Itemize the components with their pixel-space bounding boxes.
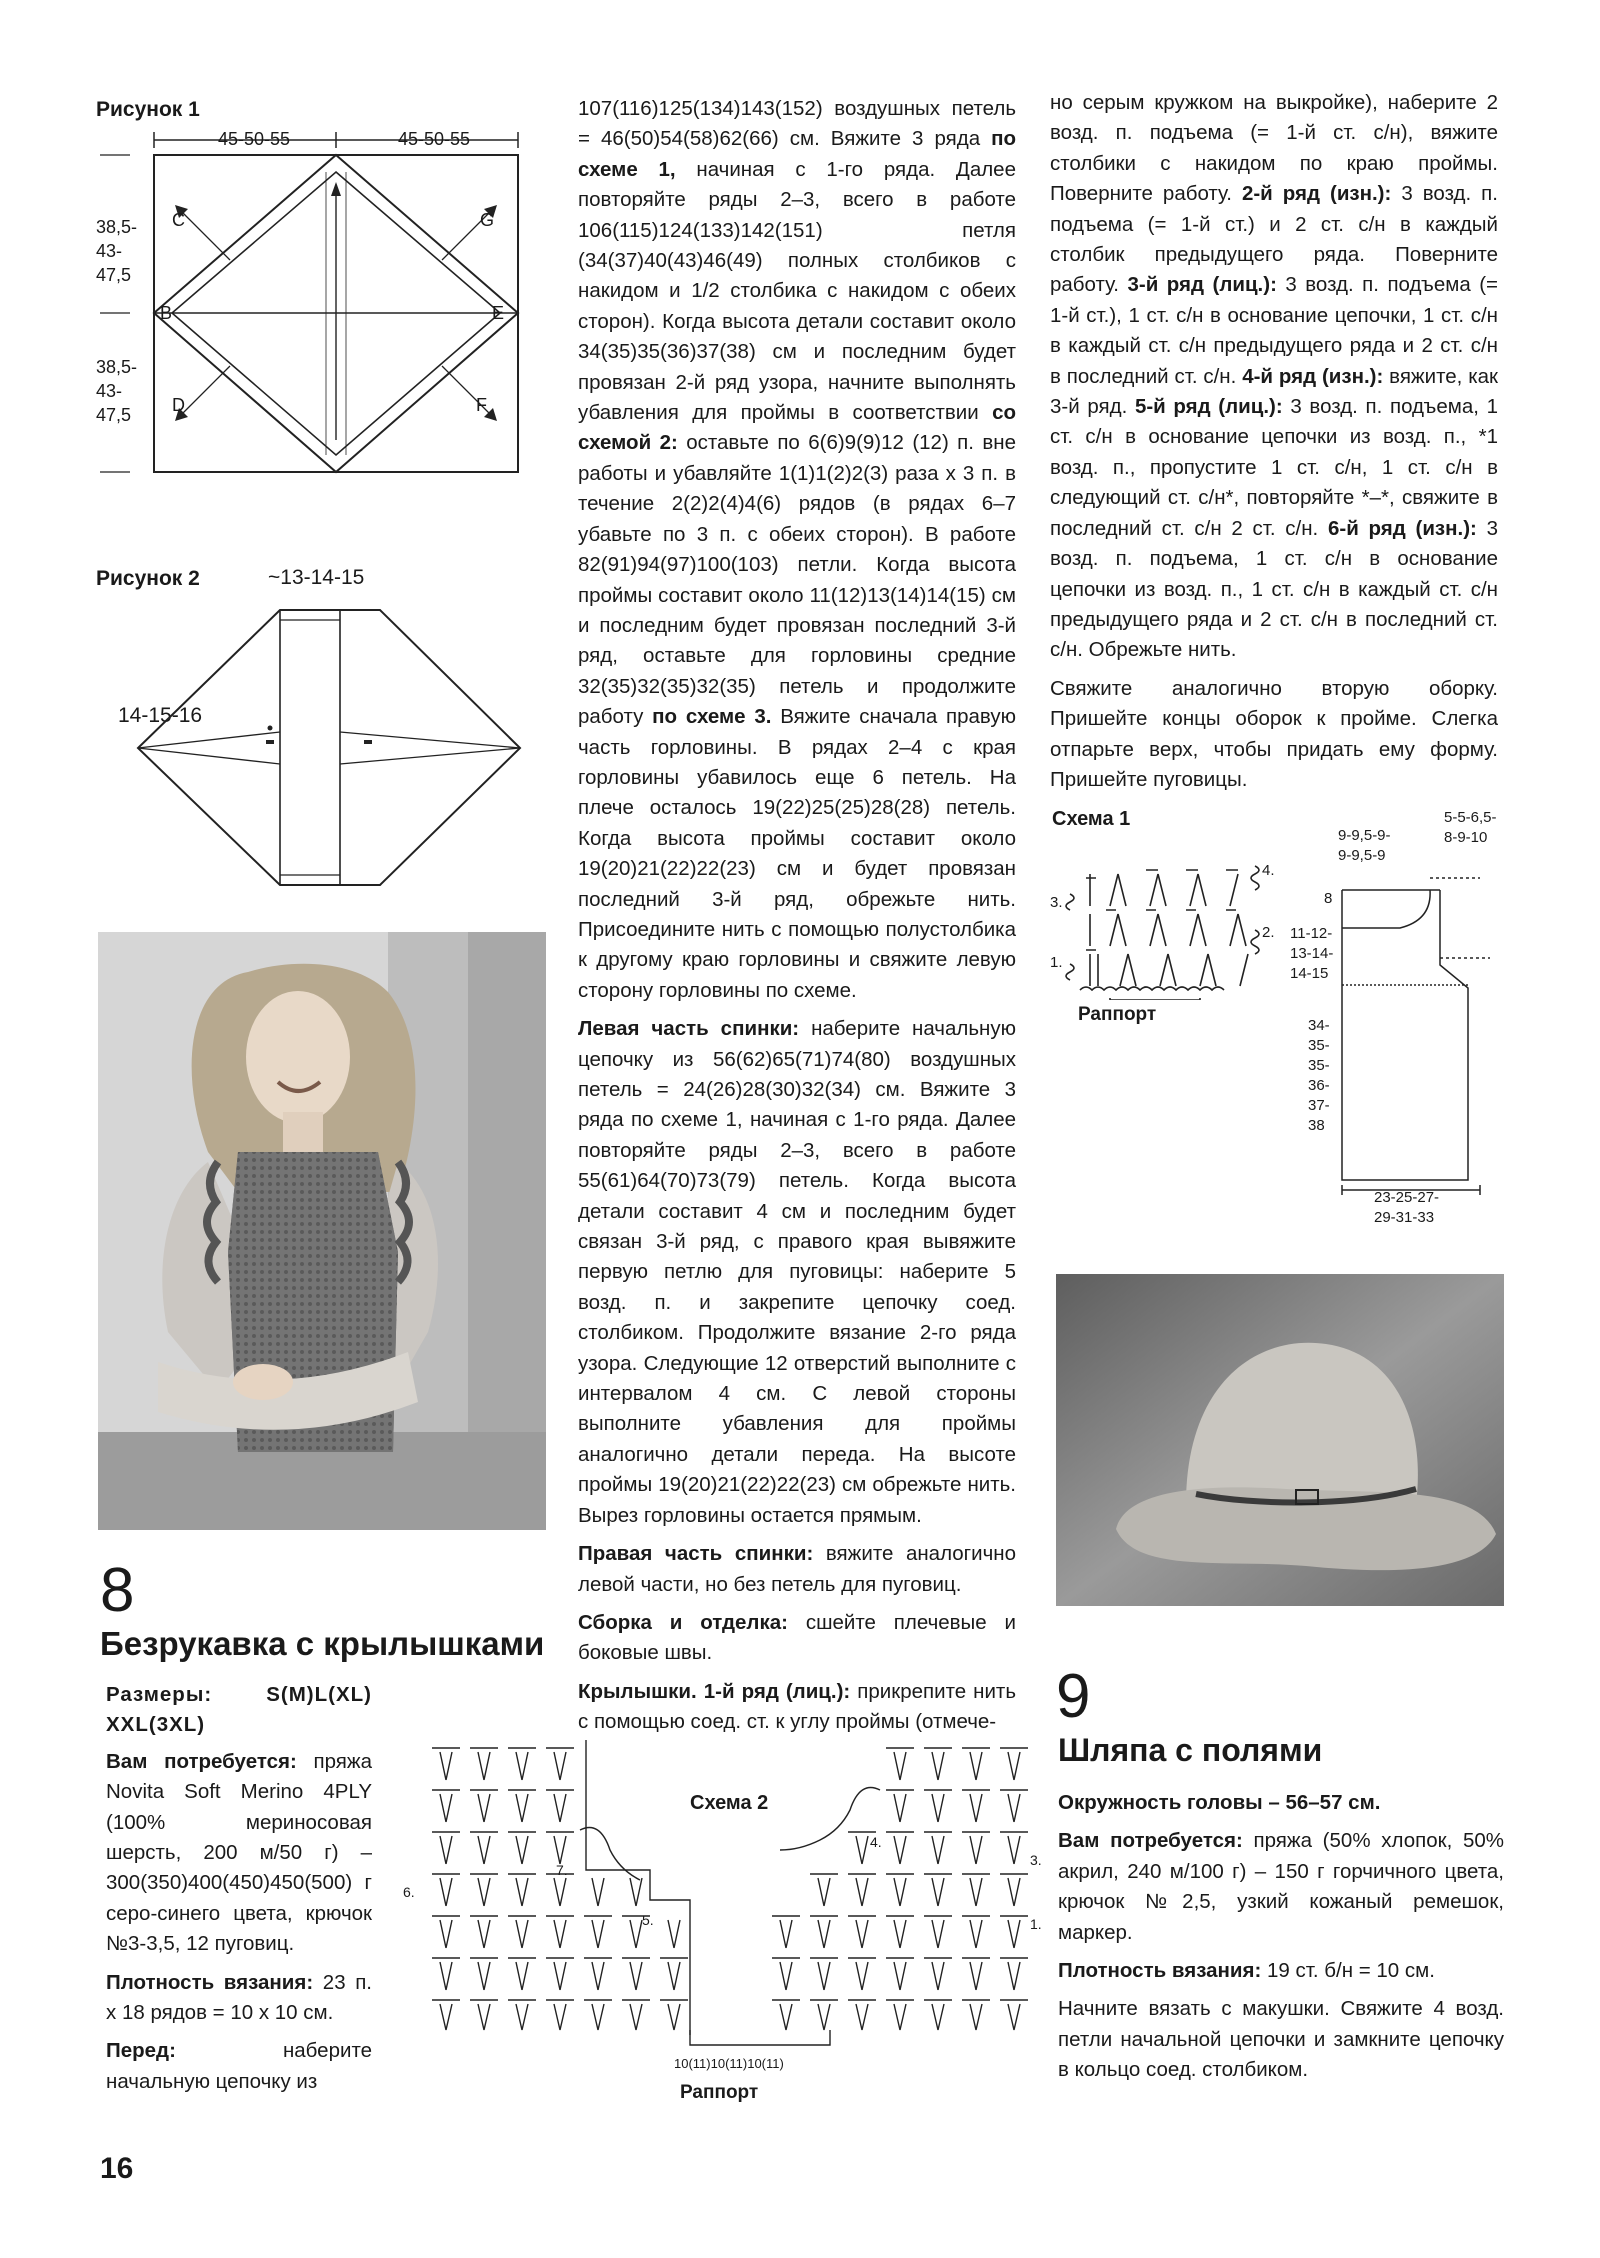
head-circumference: Окружность головы – 56–57 см.	[1058, 1791, 1381, 1814]
wings-paragraph: Крылышки. 1-й ряд (лиц.): прикрепите нить с помощью соед. ст. к углу проймы (отмече-	[578, 1679, 1016, 1734]
scheme1-title: Схема 1	[1052, 808, 1131, 830]
wings-label: Крылышки. 1-й ряд (лиц.):	[578, 1679, 851, 1703]
scheme1-dim-low: 34- 35- 35- 36- 37- 38	[1308, 1017, 1330, 1134]
figure2-top-dim: ~13-14-15	[268, 566, 365, 589]
scheme2-row6-label: 6.	[403, 1884, 415, 1900]
figure1-diagram	[80, 110, 530, 480]
gauge-text: 23 п. х 18 рядов = 10 х 10 см.	[106, 1970, 372, 2025]
figure2-label: Рисунок 2	[96, 567, 200, 590]
front-label: Перед:	[106, 2039, 176, 2063]
front-continuation: 107(116)125(134)143(152) воздушных петель = 46(50)54(58)62(66) см. Вяжите 3 ряда по схеме 1, начиная с 1-го ряда. Далее повторяйте ряды 2–3, всего в работе 106(115)124(133)142(151) петля (34(37)40(43)46(49) полных столбиков с накидом и 1/2 столбика с накидом с обеих сторон). Когда высота детали составит около 34(35)35(36)37(38) см и последним будет провязан 2-й ряд узора, начните выполнять убавления для проймы в соответствии со схемой 2: оставьте по 6(6)9(9)12 (12) п. вне работы и убавляйте 1(1)1(2)2(3) раза х 3 п. в течение 2(2)2(4)4(6) рядов (в рядах 6–7 убавьте по 3 п. с обеих сторон). В работе 82(91)94(97)100(103) петли. Когда высота проймы составит около 11(12)13(14)14(15) см и последним будет провязан последний 3-й ряд, оставьте для горловины средние 32(35)32(35)32(35) петель и продолжите работу по схеме 3. Вяжите сначала правую часть горловины. В рядах 2–4 с края горловины убавилось еще 6 петель. На плече осталось 19(22)25(25)28(28) петель. Когда высота проймы составит около 19(20)21(22)22(23) см и будет провязан последний 3-й ряд, обрежьте нить. Присоедините нить с помощью полустолбика к другому краю горловины и свяжите левую сторону горловины по схеме.	[578, 97, 1017, 1002]
scheme2-row7-label: 7.	[556, 1862, 568, 1878]
sizes-value: S(M)L(XL) XXL(3XL)	[106, 1683, 372, 1737]
figure1-left-bottom-dim: 38,5- 43- 47,5	[96, 357, 138, 425]
materials-text: пряжа Novita Soft Merino 4PLY (100% мериносовая шерсть, 200 м/50 г) – 300(350)400(450)450(500) г серо-синего цвета, крючок №3-3,5, 12 пуговиц.	[106, 1749, 372, 1956]
scheme1-row4-label: 4.	[1262, 862, 1275, 879]
sizes-paragraph	[106, 1680, 372, 1741]
back-left-paragraph: Левая часть спинки: наберите начальную цепочку из 56(62)65(71)74(80) воздушных петель = 24(26)28(30)32(34) см. Вяжите 3 ряда по схеме 1, начиная с 1-го ряда. Далее повторяйте ряды 2–3, всего в работе 55(61)64(70)73(79) петель. Когда высота детали составит 4 см и последним будет связан 3-й ряд, с правого края вывяжите первую петлю для пуговицы: наберите 5 возд. п. и закрепите цепочку соед. столбиком. Продолжите вязание 2-го ряда узора. Следующие 12 отверстий выполните с интервалом 4 см. С левой стороны выполните убавления для проймы аналогично детали переда. На высоте проймы 19(20)21(22)22(23) см обрежьте нить. Вырез горловины остается прямым.	[578, 1017, 1016, 1527]
gauge-paragraph	[106, 1968, 372, 2029]
column3-text	[1050, 88, 1498, 803]
hat-materials-label: Вам потребуется:	[1058, 1829, 1243, 1853]
materials-label: Вам потребуется:	[106, 1749, 297, 1773]
scheme2-row3-label: 3.	[1030, 1852, 1042, 1868]
scheme1-row2-label: 2.	[1262, 924, 1275, 941]
gauge-label: Плотность вязания:	[106, 1970, 314, 1994]
figure1-letter-g: G	[480, 210, 495, 230]
hat-gauge-label: Плотность вязания:	[1058, 1959, 1262, 1983]
scheme2-title: Схема 2	[690, 1792, 769, 1814]
project8-number: 8	[100, 1556, 135, 1625]
figure1-letter-c: C	[172, 210, 185, 230]
figure1-letter-d: D	[172, 395, 185, 415]
materials-paragraph	[106, 1747, 372, 1960]
scheme1-dim-mid: 11-12- 13-14- 14-15	[1290, 925, 1334, 982]
scheme1-row3-label: 3.	[1050, 894, 1063, 911]
scheme1-row1-label: 1.	[1050, 954, 1063, 971]
woman-photo	[98, 932, 546, 1530]
scheme1-dim-top-right: 5-5-6,5- 8-9-10	[1444, 809, 1497, 846]
page-number: 16	[100, 2152, 134, 2185]
figure1-letter-f: F	[476, 395, 487, 415]
scheme2-row1-label: 1.	[1030, 1916, 1042, 1932]
front-paragraph	[106, 2036, 372, 2097]
project9-title: Шляпа с полями	[1058, 1732, 1323, 1768]
scheme1-dim-bottom: 23-25-27- 29-31-33	[1374, 1189, 1440, 1226]
finishing-paragraph: Свяжите аналогично вторую оборку. Пришейте концы оборок к пройме. Слегка отпарьте верх, чтобы придать ему форму. Пришейте пуговицы.	[1050, 676, 1498, 791]
scheme1-pattern-diagram	[1330, 850, 1510, 1210]
back-left-label: Левая часть спинки:	[578, 1017, 800, 1041]
scheme2-row5-label: 5.	[642, 1912, 654, 1928]
scheme1-dim-top-left: 9-9,5-9- 9-9,5-9	[1338, 827, 1391, 864]
figure2-diagram	[100, 590, 540, 900]
project9-details	[1058, 1788, 1504, 2094]
scheme2-rapport: Раппорт	[680, 2082, 759, 2103]
scheme2-crochet-chart	[420, 1730, 1040, 2060]
back-right-label: Правая часть спинки:	[578, 1542, 814, 1566]
back-right-paragraph: Правая часть спинки: вяжите аналогично левой части, но без петель для пуговиц.	[578, 1542, 1016, 1596]
scheme1-dim-8: 8	[1324, 890, 1333, 907]
figure1-label: Рисунок 1	[96, 98, 200, 121]
scheme1-crochet-chart	[1050, 850, 1290, 1000]
figure1-letter-b: B	[160, 303, 173, 323]
figure1-letter-e: E	[492, 303, 505, 323]
assembly-paragraph: Сборка и отделка: сшейте плечевые и боковые швы.	[578, 1610, 1016, 1665]
wings-continuation: но серым кружком на выкройке), наберите 2 возд. п. подъема (= 1-й ст. с/н), вяжите столбики с накидом по краю проймы. Поверните работу. 2-й ряд (изн.): 3 возд. п. подъема (= 1-й ст.) и 2 ст. с/н в каждый столбик предыдущего ряда. Поверните работу. 3-й ряд (лиц.): 3 возд. п. подъема (= 1-й ст.), 1 ст. с/н в основание цепочки, 1 ст. с/н в каждый ст. с/н предыдущего ряда и 2 ст. с/н в последний ст. с/н. 4-й ряд (изн.): вяжите, как 3-й ряд. 5-й ряд (лиц.): 3 возд. п. подъема, 1 ст. с/н в основание цепочки из возд. п., *1 возд. п., пропустите 1 ст. с/н, 1 ст. с/н в следующий ст. с/н*, повторяйте *–*, свяжите в последний ст. с/н 2 ст. с/н. 6-й ряд (изн.): 3 возд. п. подъема, 1 ст. с/н в основание цепочки из возд. п., 1 ст. с/н в каждый ст. с/н предыдущего ряда и 2 ст. с/н в последний ст. с/н. Обрежьте нить.	[1050, 91, 1499, 662]
figure1-top-left-dim: 45-50-55	[218, 129, 291, 149]
scheme2-rapport-counts: 10(11)10(11)10(11)	[674, 2056, 784, 2071]
project8-details	[106, 1680, 372, 2105]
column2-text	[578, 94, 1016, 1746]
hat-gauge: Плотность вязания: 19 ст. б/н = 10 см.	[1058, 1959, 1435, 1983]
sizes-label: Размеры:	[106, 1683, 213, 1706]
figure2-left-dim: 14-15-16	[118, 704, 203, 727]
scheme1-rapport: Раппорт	[1078, 1004, 1157, 1025]
assembly-label: Сборка и отделка:	[578, 1610, 788, 1634]
figure1-left-top-dim: 38,5- 43- 47,5	[96, 217, 138, 285]
hat-materials: Вам потребуется: пряжа (50% хлопок, 50% акрил, 240 м/100 г) – 150 г горчичного цвета, крючок №2,5, узкий кожаный ремешок, маркер.	[1058, 1829, 1504, 1944]
scheme2-row4-label: 4.	[870, 1834, 882, 1850]
front-text: наберите начальную цепочку из	[106, 2039, 372, 2093]
figure1-top-right-dim: 45-50-55	[398, 129, 471, 149]
hat-start: Начните вязать с макушки. Свяжите 4 возд. петли начальной цепочки и замкните цепочку в кольцо соед. столбиком.	[1058, 1997, 1504, 2082]
project9-number: 9	[1056, 1662, 1091, 1731]
project8-title: Безрукавка с крылышками	[100, 1625, 545, 1662]
hat-photo	[1056, 1274, 1504, 1606]
